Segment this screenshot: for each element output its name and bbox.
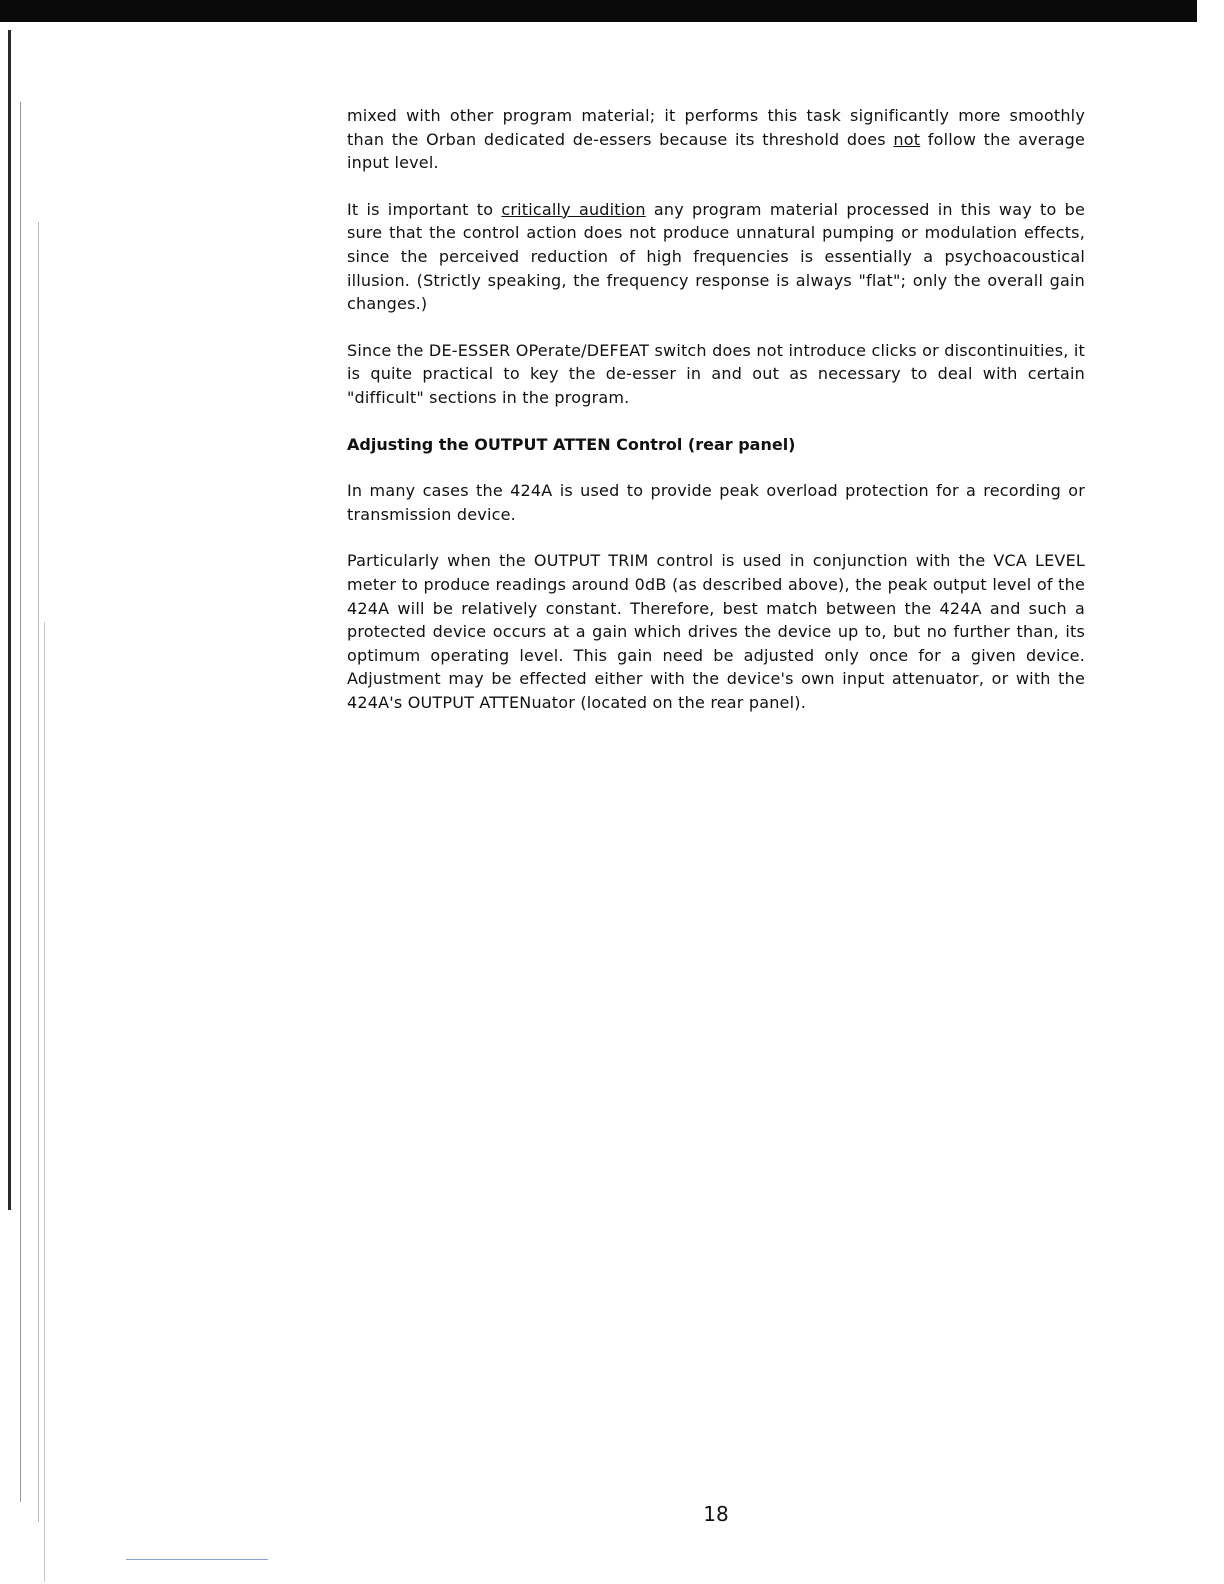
text-run: follow the average input level.	[347, 129, 1085, 173]
page-body	[347, 104, 1085, 737]
paragraph-de-esser-smoothness	[347, 104, 1085, 175]
text-run: mixed with other program material; it performs this task significantly more smoothly than the Orban dedicated de-essers because its threshold does	[347, 106, 1085, 149]
scan-edge-line	[44, 622, 45, 1582]
paragraph-critical-audition	[347, 198, 1085, 316]
scan-edge-line	[20, 102, 21, 1502]
section-heading: Adjusting the OUTPUT ATTEN Control (rear panel)	[347, 434, 796, 454]
paragraph-de-esser-switch: Since the DE-ESSER OPerate/DEFEAT switch does not introduce clicks or discontinuities, it is quite practical to key the de-esser in and out as necessary to deal with certain "difficult" sections in the program.	[347, 340, 1085, 407]
text-run: It is important to	[347, 199, 502, 219]
scan-left-edge	[0, 22, 60, 1584]
paragraph-peak-protection: In many cases the 424A is used to provide peak overload protection for a recording or transmission device.	[347, 481, 1085, 524]
footnote-rule	[126, 1559, 268, 1560]
underlined-emphasis: not	[893, 129, 921, 149]
paragraph-output-trim: Particularly when the OUTPUT TRIM control is used in conjunction with the VCA LEVEL meter to produce readings around 0dB (as described above), the peak output level of the 424A will be relatively constant. Therefore, best match between the 424A and such a protected device occurs at a gain which drives the device up to, but no further than, its optimum operating level. This gain need be adjusted only once for a given device. Adjustment may be effected either with the device's own input attenuator, or with the 424A's OUTPUT ATTENuator (located on the rear panel).	[347, 551, 1085, 712]
scan-edge-line	[38, 222, 39, 1522]
underlined-emphasis: critically audition	[501, 199, 646, 219]
scan-top-border	[0, 0, 1197, 22]
text-run: any program material processed in this way to be sure that the control action does not produce unnatural pumping or modulation effects, since the perceived reduction of high frequencies is essentially a psychoacoustical illusion. (Strictly speaking, the frequency response is always "flat"; only the overall gain changes.)	[347, 199, 1085, 314]
scan-edge-line	[8, 30, 11, 1210]
page-number: 18	[703, 1502, 729, 1526]
